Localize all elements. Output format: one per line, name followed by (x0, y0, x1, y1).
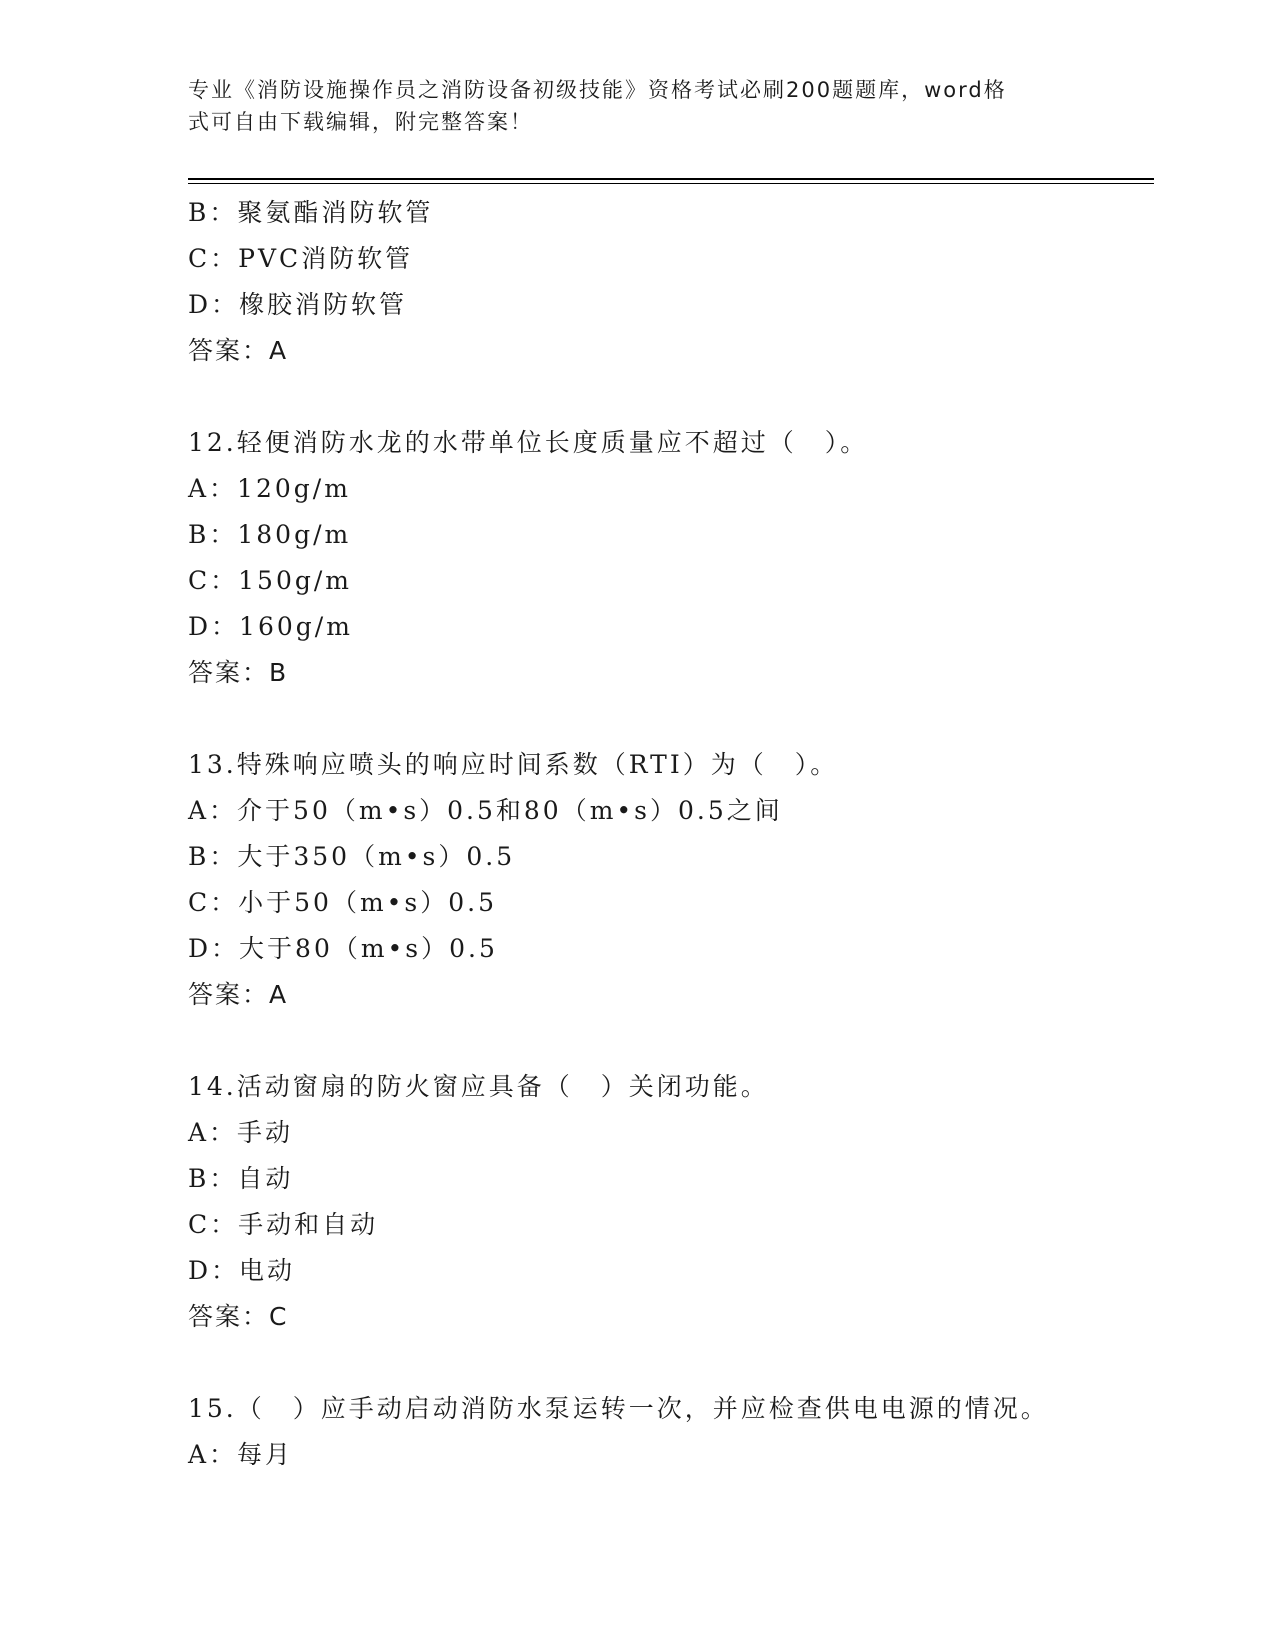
header-divider-thick (188, 178, 1154, 180)
option-d: D：电动 (188, 1256, 296, 1285)
option-a: A：手动 (188, 1118, 294, 1147)
header-line-1: 专业《消防设施操作员之消防设备初级技能》资格考试必刷200题题库，word格 (188, 78, 1007, 102)
spacer (188, 1018, 1154, 1064)
question-stem: 15.（ ）应手动启动消防水泵运转一次，并应检查供电电源的情况。 (188, 1394, 1049, 1423)
option-d: D：大于80（m•s）0.5 (188, 934, 498, 963)
option-d: D：160g/m (188, 612, 353, 641)
answer-line: 答案：C (188, 1302, 289, 1331)
answer-line: 答案：A (188, 980, 289, 1009)
option-a: A：120g/m (188, 474, 351, 503)
document-header (188, 74, 1068, 138)
option-b: B：自动 (188, 1164, 294, 1193)
option-c: C：150g/m (188, 566, 352, 595)
question-12 (188, 420, 1154, 696)
question-stem: 13.特殊响应喷头的响应时间系数（RTI）为（ ）。 (188, 750, 839, 779)
spacer (188, 1340, 1154, 1386)
option-c: C：手动和自动 (188, 1210, 379, 1239)
question-14 (188, 1064, 1154, 1340)
answer-line: 答案：A (188, 336, 289, 365)
question-list (188, 190, 1154, 1478)
question-11-partial (188, 190, 1154, 374)
option-a: A：介于50（m•s）0.5和80（m•s）0.5之间 (188, 796, 783, 825)
question-13 (188, 742, 1154, 1018)
option-b: B：180g/m (188, 520, 352, 549)
header-divider-thin (188, 183, 1154, 184)
answer-line: 答案：B (188, 658, 289, 687)
option-b: B：聚氨酯消防软管 (188, 198, 434, 227)
header-line-2: 式可自由下载编辑，附完整答案！ (188, 110, 533, 134)
question-stem: 14.活动窗扇的防火窗应具备（ ）关闭功能。 (188, 1072, 769, 1101)
spacer (188, 374, 1154, 420)
question-15 (188, 1386, 1154, 1478)
option-c: C：小于50（m•s）0.5 (188, 888, 497, 917)
question-stem: 12.轻便消防水龙的水带单位长度质量应不超过（ ）。 (188, 428, 869, 457)
spacer (188, 696, 1154, 742)
option-c: C：PVC消防软管 (188, 244, 414, 273)
option-a: A：每月 (188, 1440, 294, 1469)
option-b: B：大于350（m•s）0.5 (188, 842, 516, 871)
option-d: D：橡胶消防软管 (188, 290, 408, 319)
